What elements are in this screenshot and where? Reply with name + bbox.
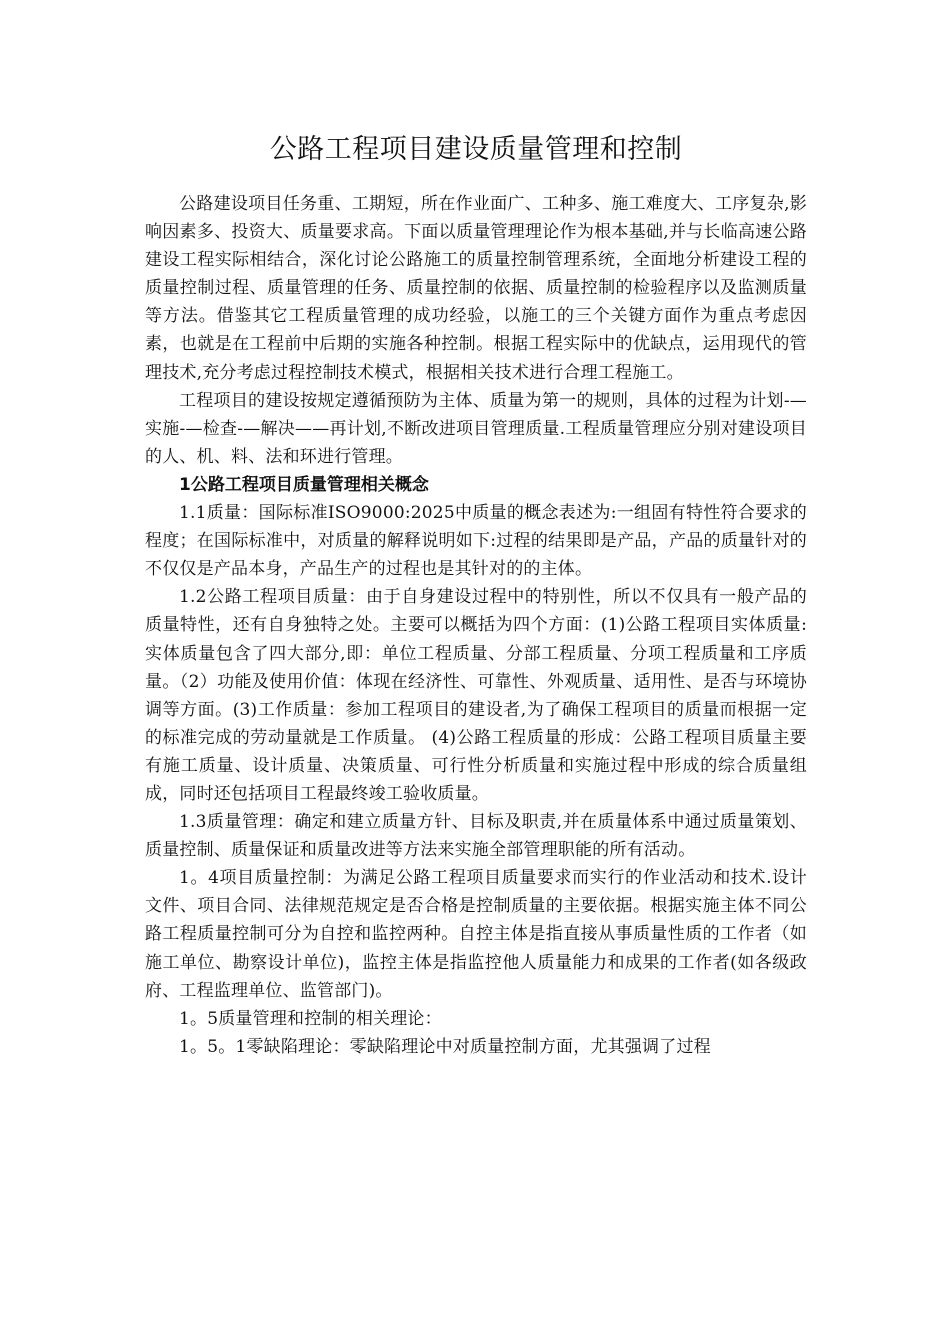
paragraph-1-2-project-quality: 1.2公路工程项目质量：由于自身建设过程中的特别性，所以不仅具有一般产品的质量特性，还有自身独特之处。主要可以概括为四个方面：(1)公路工程项目实体质量:实体质量包含了四大部分,即：单位工程质量、分部工程质量、分项工程质量和工序质量。（2）功能及使用价值：体现在经济性、可靠性、外观质量、适用性、是否与环境协调等方面。(3)工作质量：参加工程项目的建设者,为了确保工程项目的质量而根据一定的标准完成的劳动量就是工作质量。 (4)公路工程质量的形成：公路工程项目质量主要有施工质量、设计质量、决策质量、可行性分析质量和实施过程中形成的综合质量组成，同时还包括项目工程最终竣工验收质量。 [145,587,807,804]
paragraph-1-5-theories: 1。5质量管理和控制的相关理论： [179,1008,442,1029]
paragraph-1-3-quality-management: 1.3质量管理：确定和建立质量方针、目标及职责,并在质量体系中通过质量策划、质量控制、质量保证和质量改进等方法来实施全部管理职能的所有活动。 [145,812,807,861]
paragraph-1-5-1-zero-defect: 1。5。1零缺陷理论：零缺陷理论中对质量控制方面，尤其强调了过程 [179,1036,711,1057]
intro-paragraph-1: 公路建设项目任务重、工期短，所在作业面广、工种多、施工难度大、工序复杂,影响因素多、投资大、质量要求高。下面以质量管理理论作为根本基础,并与长临高速公路建设工程实际相结合，深化讨论公路施工的质量控制管理系统，全面地分析建设工程的质量控制过程、质量管理的任务、质量控制的依据、质量控制的检验程序以及监测质量等方法。借鉴其它工程质量管理的成功经验，以施工的三个关键方面作为重点考虑因素，也就是在工程前中后期的实施各种控制。根据工程实际中的优缺点，运用现代的管理技术,充分考虑过程控制技术模式，根据相关技术进行合理工程施工。 [145,194,807,383]
document-page [145,128,807,1061]
paragraph-1-1-quality: 1.1质量：国际标准ISO9000:2025中质量的概念表述为:一组固有特性符合要求的程度；在国际标准中，对质量的解释说明如下:过程的结果即是产品，产品的质量针对的不仅仅是产品本身，产品生产的过程也是其针对的的主体。 [145,503,807,580]
intro-paragraph-2: 工程项目的建设按规定遵循预防为主体、质量为第一的规则，具体的过程为计划-—实施-—检查-—解决——再计划,不断改进项目管理质量.工程质量管理应分别对建设项目的人、机、料、法和环进行管理。 [145,390,807,467]
paragraph-1-4-quality-control: 1。4项目质量控制：为满足公路工程项目质量要求而实行的作业活动和技术.设计文件、项目合同、法律规范规定是否合格是控制质量的主要依据。根据实施主体不同公路工程质量控制可分为自控和监控两种。自控主体是指直接从事质量性质的工作者（如施工单位、勘察设计单位)，监控主体是指监控他人质量能力和成果的工作者(如各级政府、工程监理单位、监管部门)。 [145,868,807,1001]
document-title: 公路工程项目建设质量管理和控制 [269,134,683,165]
section-heading-1: 1公路工程项目质量管理相关概念 [179,474,429,495]
